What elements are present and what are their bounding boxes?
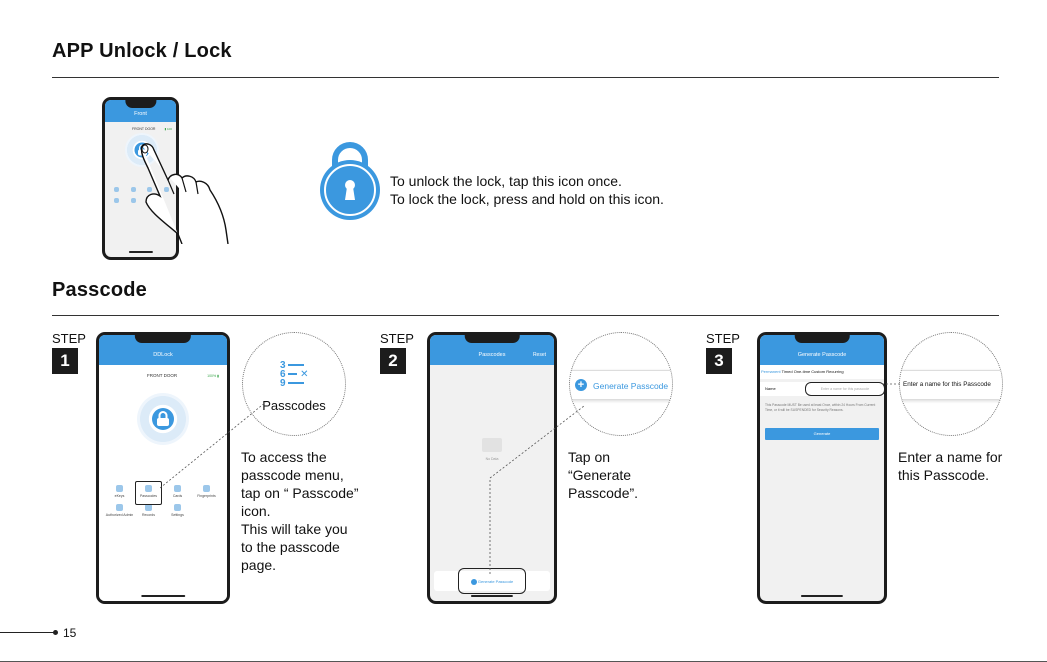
tab-recurring[interactable]: Recurring (826, 369, 844, 374)
unlock-text: To unlock the lock, tap this icon once. (390, 173, 622, 189)
tab-permanent[interactable]: Permanent (761, 369, 781, 374)
lock-text: To lock the lock, press and hold on this icon. (390, 191, 664, 207)
menu-fingerprints[interactable]: Fingerprints (192, 485, 221, 498)
name-label: Name (765, 386, 776, 391)
step-label: STEP (380, 331, 414, 346)
callout-line (882, 380, 902, 388)
section-title-passcode: Passcode (52, 279, 147, 301)
unlock-instructions (390, 172, 664, 208)
name-input[interactable]: Enter a name for this passcode (805, 382, 885, 396)
callout-line (160, 400, 270, 490)
menu-item[interactable] (108, 187, 125, 194)
app-title: Passcodes (478, 352, 506, 358)
step-2-instructions: Tap on “Generate Passcode”. (568, 449, 639, 501)
app-title: Generate Passcode (797, 352, 847, 358)
zoom-label: Enter a name for this Passcode (903, 381, 991, 388)
home-indicator (141, 595, 185, 597)
menu-authorized-admin[interactable]: Authorized Admin (105, 504, 134, 517)
callout-line (488, 404, 588, 576)
add-circle-icon: + (575, 379, 587, 391)
menu-ekeys[interactable]: eKeys (105, 485, 134, 498)
phone-notch (135, 334, 191, 343)
menu-passcodes[interactable]: Passcodes (134, 485, 163, 498)
reset-button[interactable]: Reset (532, 352, 546, 358)
phone-notch (125, 99, 156, 108)
home-indicator (128, 251, 152, 253)
menu-records[interactable]: Records (134, 504, 163, 517)
zoom-name-field (899, 332, 1003, 436)
home-indicator (471, 595, 513, 597)
step-1-marker (52, 332, 86, 374)
phone-step-3 (757, 332, 887, 604)
section-divider (52, 77, 999, 78)
app-title: DDLock (153, 352, 173, 358)
step-number: 2 (380, 348, 406, 374)
menu-cards[interactable]: Cards (163, 485, 192, 498)
step-label: STEP (706, 331, 740, 346)
page-number: 15 (63, 626, 77, 640)
door-name: FRONT DOOR (132, 127, 156, 131)
app-title: Front (134, 111, 147, 117)
step-number: 1 (52, 348, 78, 374)
passcodes-icon: 3 6 ✕ 9 (280, 360, 309, 389)
section-title-unlock: APP Unlock / Lock (52, 40, 232, 62)
home-indicator (801, 595, 843, 597)
page-number-dot (53, 630, 58, 635)
generate-button[interactable]: Generate (765, 428, 879, 440)
passcodes-highlight (135, 481, 162, 505)
zoom-label: Passcodes (262, 398, 326, 413)
page-number-line (0, 632, 56, 633)
tab-timed[interactable]: Timed (781, 369, 793, 374)
step-label: STEP (52, 331, 86, 346)
step-number: 3 (706, 348, 732, 374)
empty-state-text: No Data (485, 457, 499, 461)
step-3-marker (706, 332, 740, 374)
step-2-marker (380, 332, 414, 374)
padlock-icon[interactable] (318, 138, 382, 222)
battery-status: 100% ▮ (207, 374, 219, 378)
tab-custom[interactable]: Custom (811, 369, 826, 374)
tab-one-time[interactable]: One-time (793, 369, 811, 374)
hand-tap-icon (138, 140, 230, 244)
door-name: FRONT DOOR (147, 373, 178, 378)
generate-passcode-button[interactable]: Generate Passcode (458, 568, 526, 594)
phone-notch (795, 334, 850, 343)
step-3-instructions: Enter a name for this Passcode. (898, 449, 1003, 483)
step-1-instructions: To access the passcode menu, tap on “ Passcode” icon. This will take you to the passcode page. (241, 449, 359, 573)
battery-status: ▮ 100 (164, 127, 172, 131)
passcode-type-tabs (760, 365, 884, 379)
passcode-note: This Passcode MUST Be used at least Once, within 24 Hours From Current Time, or it will be SUSPENDED for Security Reasons. (765, 403, 876, 412)
phone-notch (465, 334, 520, 343)
menu-settings[interactable]: Settings (163, 504, 192, 517)
section-divider (52, 315, 999, 316)
zoom-label: Generate Passcode (593, 381, 669, 391)
menu-item[interactable] (108, 198, 125, 205)
